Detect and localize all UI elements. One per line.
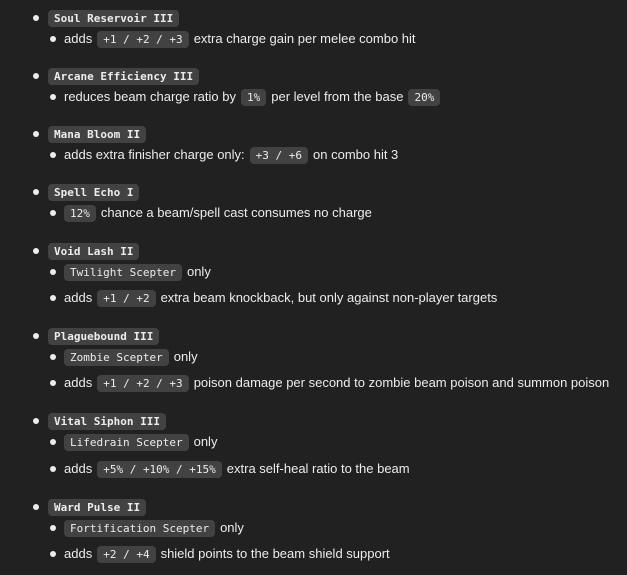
sub-bullet-icon [50, 551, 56, 557]
enchantment-name: Mana Bloom II [48, 126, 146, 143]
inline-code: Fortification Scepter [64, 520, 215, 537]
sub-bullet-icon [50, 380, 56, 386]
sub-bullet-icon [50, 152, 56, 158]
detail-line [64, 146, 398, 164]
detail-text: adds [64, 31, 93, 46]
inline-code: 12% [64, 205, 96, 222]
detail-text: per level from the base [271, 89, 404, 104]
detail-text: adds [64, 546, 93, 561]
inline-code: Twilight Scepter [64, 264, 182, 281]
sub-bullet-icon [50, 210, 56, 216]
enchantment-name: Spell Echo I [48, 184, 139, 201]
sub-bullet-icon [50, 525, 56, 531]
detail-text: adds [64, 461, 93, 476]
enchantment-title [48, 498, 146, 516]
detail-text: adds [64, 290, 93, 305]
detail-text: on combo hit 3 [313, 147, 399, 162]
detail-line [64, 433, 217, 451]
detail-text: only [220, 520, 244, 535]
detail-line [64, 204, 372, 222]
inline-code: 20% [408, 89, 440, 106]
detail-text: extra charge gain per melee combo hit [193, 31, 416, 46]
detail-text: chance a beam/spell cast consumes no charge [100, 205, 372, 220]
enchantment-name: Vital Siphon III [48, 413, 166, 430]
enchantment-title [48, 67, 199, 85]
enchantment-title [48, 242, 139, 260]
detail-text: adds [64, 375, 93, 390]
inline-code: +1 / +2 / +3 [97, 31, 188, 48]
detail-line [64, 88, 440, 106]
enchantment-title [48, 9, 179, 27]
bullet-icon [33, 131, 39, 137]
enchantment-name: Ward Pulse II [48, 499, 146, 516]
sub-bullet-icon [50, 94, 56, 100]
sub-bullet-icon [50, 36, 56, 42]
bullet-icon [33, 504, 39, 510]
detail-line [64, 545, 390, 563]
bullet-icon [33, 333, 39, 339]
inline-code: Zombie Scepter [64, 349, 169, 366]
detail-text: shield points to the beam shield support [160, 546, 390, 561]
inline-code: +1 / +2 / +3 [97, 375, 188, 392]
detail-line [64, 460, 410, 478]
detail-line [64, 374, 609, 392]
sub-bullet-icon [50, 466, 56, 472]
bullet-icon [33, 15, 39, 21]
detail-text: only [173, 349, 198, 364]
enchantment-name: Void Lash II [48, 243, 139, 260]
detail-text: only [193, 434, 218, 449]
detail-line [64, 30, 416, 48]
detail-text: adds extra finisher charge only: [64, 147, 245, 162]
detail-text: only [186, 264, 211, 279]
sub-bullet-icon [50, 354, 56, 360]
sub-bullet-icon [50, 295, 56, 301]
detail-text: poison damage per second to zombie beam poison and summon poison [193, 375, 610, 390]
detail-text: extra beam knockback, but only against non-player targets [160, 290, 498, 305]
detail-line [64, 263, 211, 281]
enchantment-name: Arcane Efficiency III [48, 68, 199, 85]
sub-bullet-icon [50, 269, 56, 275]
inline-code: Lifedrain Scepter [64, 434, 189, 451]
detail-text: reduces beam charge ratio by [64, 89, 236, 104]
inline-code: +5% / +10% / +15% [97, 461, 222, 478]
enchantment-title [48, 125, 146, 143]
inline-code: +2 / +4 [97, 546, 155, 563]
enchantment-title [48, 327, 159, 345]
detail-line [64, 519, 244, 537]
bullet-icon [33, 73, 39, 79]
enchantment-name: Plaguebound III [48, 328, 159, 345]
inline-code: +1 / +2 [97, 290, 155, 307]
bullet-icon [33, 189, 39, 195]
inline-code: +3 / +6 [250, 147, 308, 164]
bullet-icon [33, 248, 39, 254]
bullet-icon [33, 418, 39, 424]
detail-text: extra self-heal ratio to the beam [226, 461, 410, 476]
enchantment-name: Soul Reservoir III [48, 10, 179, 27]
inline-code: 1% [241, 89, 266, 106]
detail-line [64, 348, 198, 366]
sub-bullet-icon [50, 439, 56, 445]
detail-line [64, 289, 497, 307]
enchantment-title [48, 183, 139, 201]
enchantment-title [48, 412, 166, 430]
